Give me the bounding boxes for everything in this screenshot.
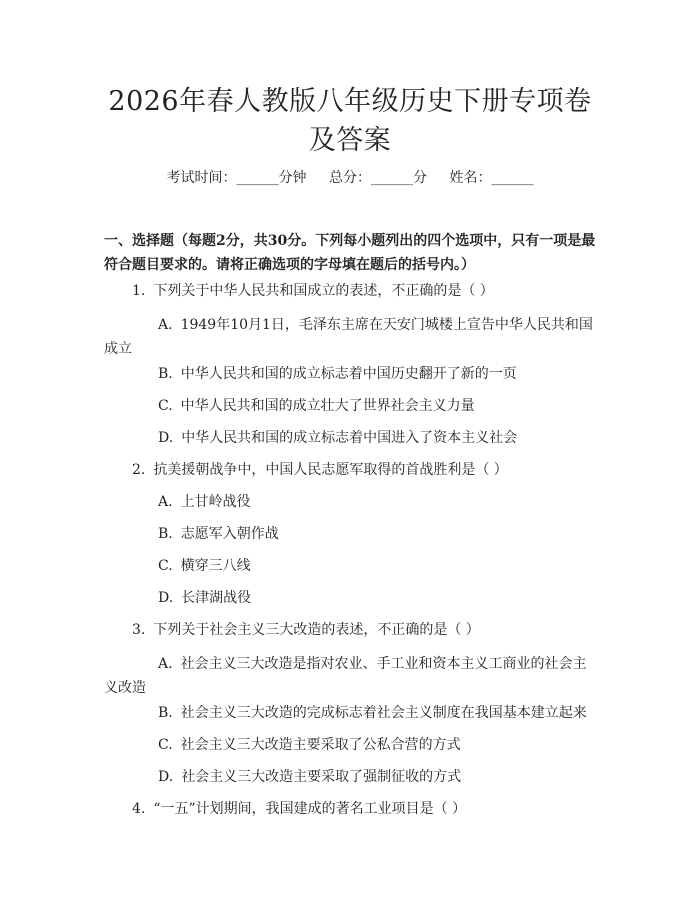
option-letter: A. — [158, 317, 173, 333]
question-number: 2. — [132, 462, 146, 478]
option-letter: B. — [158, 366, 173, 382]
question-3-stem — [132, 620, 602, 640]
question-3-option-c — [158, 735, 598, 755]
option-letter: C. — [158, 737, 173, 753]
question-3-option-a — [104, 652, 600, 700]
document-title: 2026年春人教版八年级历史下册专项卷及答案 — [108, 86, 592, 156]
question-number: 1. — [132, 283, 146, 299]
question-2-option-a — [158, 492, 598, 512]
question-1-option-a — [104, 313, 600, 361]
question-2-option-d — [158, 588, 598, 608]
option-letter: A. — [158, 656, 173, 672]
option-letter: C. — [158, 398, 173, 414]
option-text: 长津湖战役 — [181, 590, 252, 606]
option-text: 中华人民共和国的成立壮大了世界社会主义力量 — [180, 398, 475, 414]
option-letter: B. — [158, 526, 173, 542]
exam-meta — [0, 168, 700, 188]
option-text: 社会主义三大改造主要采取了公私合营的方式 — [180, 737, 461, 753]
option-text: 志愿军入朝作战 — [180, 526, 279, 542]
question-2-stem — [132, 460, 602, 480]
option-letter: D. — [158, 590, 174, 606]
question-text: 抗美援朝战争中，中国人民志愿军取得的首战胜利是（ ） — [153, 462, 508, 478]
option-text: 中华人民共和国的成立标志着中国进入了资本主义社会 — [181, 430, 518, 446]
option-text: 社会主义三大改造是指对农业、手工业和资本主义工商业的社会主义改造 — [104, 656, 587, 696]
option-text: 1949年10月1日，毛泽东主席在天安门城楼上宣告中华人民共和国成立 — [104, 317, 593, 357]
option-text: 社会主义三大改造主要采取了强制征收的方式 — [181, 769, 462, 785]
question-1-stem — [132, 281, 602, 301]
question-2-option-b — [158, 524, 598, 544]
option-letter: D. — [158, 769, 174, 785]
question-text: “一五”计划期间，我国建成的著名工业项目是（ ） — [153, 801, 467, 817]
option-text: 社会主义三大改造的完成标志着社会主义制度在我国基本建立起来 — [180, 705, 587, 721]
student-name-field: 姓名：______ — [449, 170, 534, 186]
exam-time-field: 考试时间：______分钟 — [166, 170, 307, 186]
question-1-option-c — [158, 396, 598, 416]
question-1-option-d — [158, 428, 598, 448]
question-number: 3. — [132, 622, 146, 638]
option-text: 中华人民共和国的成立标志着中国历史翻开了新的一页 — [180, 366, 517, 382]
question-3-option-d — [158, 767, 598, 787]
question-2-option-c — [158, 556, 598, 576]
option-letter: C. — [158, 558, 173, 574]
question-number: 4. — [132, 801, 146, 817]
option-text: 上甘岭战役 — [180, 494, 251, 510]
option-text: 横穿三八线 — [180, 558, 251, 574]
option-letter: B. — [158, 705, 173, 721]
question-1-option-b — [158, 364, 598, 384]
question-3-option-b — [158, 703, 598, 723]
total-score-field: 总分：______分 — [329, 170, 427, 186]
option-letter: D. — [158, 430, 174, 446]
option-letter: A. — [158, 494, 173, 510]
section-heading: 一、选择题（每题2分，共30分。下列每小题列出的四个选项中，只有一项是最符合题目要求的。请将正确选项的字母填在题后的括号内。） — [104, 233, 596, 273]
question-text: 下列关于中华人民共和国成立的表述，不正确的是（ ） — [153, 283, 494, 299]
question-text: 下列关于社会主义三大改造的表述，不正确的是（ ） — [153, 622, 480, 638]
question-4-stem — [132, 799, 602, 819]
